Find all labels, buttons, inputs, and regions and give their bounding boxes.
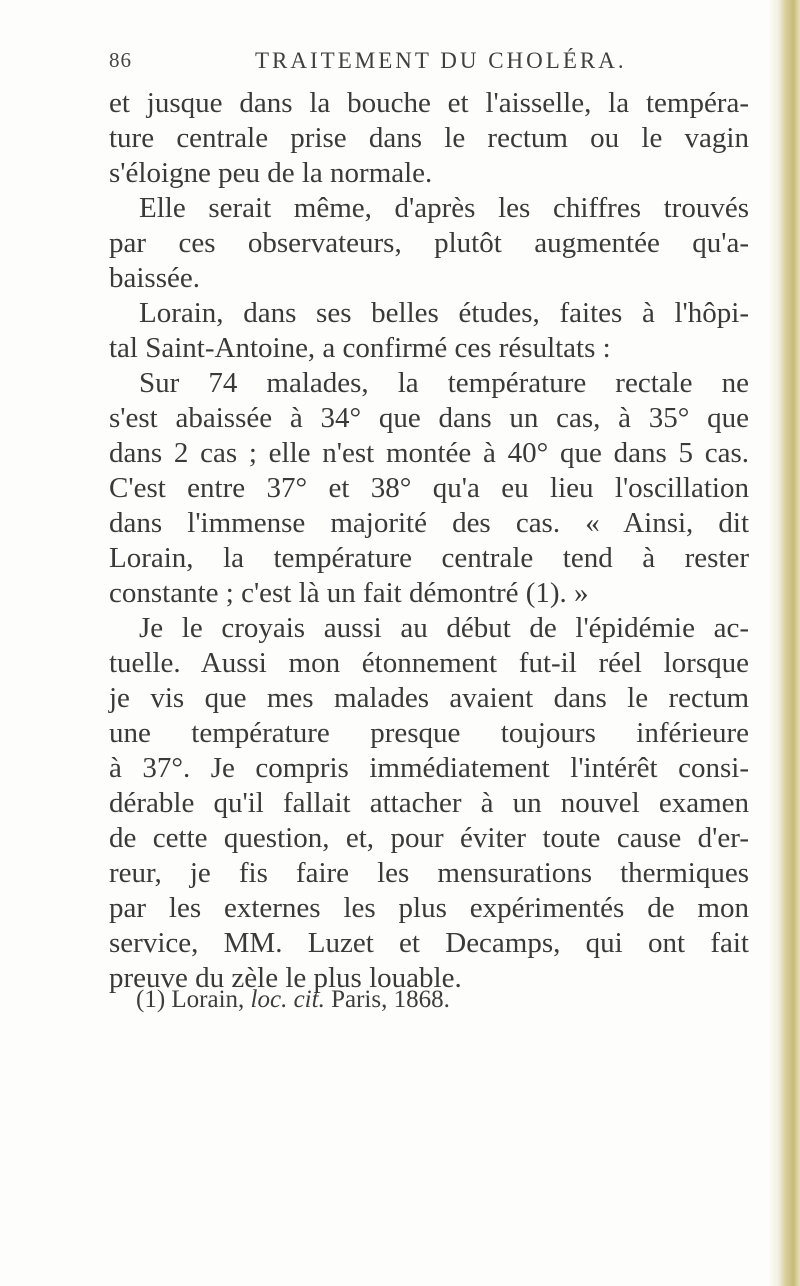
text-line: ture centrale prise dans le rectum ou le vagin: [109, 122, 749, 154]
page-header: [109, 48, 759, 84]
text-line: service, MM. Luzet et Decamps, qui ont fait: [109, 927, 749, 959]
text-line: Lorain, dans ses belles études, faites à l'hôpi-: [139, 297, 749, 329]
text-line: dans 2 cas ; elle n'est montée à 40° que dans 5 cas.: [109, 437, 749, 469]
text-line: baissée.: [109, 262, 200, 294]
text-line: une température presque toujours inférieure: [109, 717, 749, 749]
page-edge-shadow: [768, 0, 778, 1286]
text-line: s'éloigne peu de la normale.: [109, 157, 433, 189]
text-line: preuve du zèle le plus louable.: [109, 962, 462, 994]
text-line: dérable qu'il fallait attacher à un nouvel examen: [109, 787, 749, 819]
text-line: de cette question, et, pour éviter toute cause d'er-: [109, 822, 749, 854]
footnote: [136, 985, 450, 1015]
text-line: Elle serait même, d'après les chiffres trouvés: [139, 192, 749, 224]
text-line: par ces observateurs, plutôt augmentée qu'a-: [109, 227, 749, 259]
text-line: tuelle. Aussi mon étonnement fut-il réel lorsque: [109, 647, 749, 679]
text-line: s'est abaissée à 34° que dans un cas, à 35° que: [109, 402, 749, 434]
footnote-marker: (1): [136, 986, 166, 1013]
text-line: par les externes les plus expérimentés de mon: [109, 892, 749, 924]
text-line: et jusque dans la bouche et l'aisselle, la tempéra-: [109, 87, 749, 119]
text-line: tal Saint-Antoine, a confirmé ces résultats :: [109, 332, 611, 364]
text-line: reur, je fis faire les mensurations thermiques: [109, 857, 749, 889]
footnote-place-year: Paris, 1868.: [331, 986, 450, 1013]
footnote-citation: loc. cit.: [250, 986, 325, 1013]
text-line: Sur 74 malades, la température rectale ne: [139, 367, 749, 399]
text-line: constante ; c'est là un fait démontré (1). »: [109, 577, 589, 609]
footnote-author: Lorain,: [171, 986, 245, 1013]
text-line: je vis que mes malades avaient dans le rectum: [109, 682, 749, 714]
text-line: dans l'immense majorité des cas. « Ainsi, dit: [109, 507, 749, 539]
running-head: TRAITEMENT DU CHOLÉRA.: [255, 48, 627, 73]
text-line: Je le croyais aussi au début de l'épidémie ac-: [139, 612, 749, 644]
text-line: Lorain, la température centrale tend à rester: [109, 542, 749, 574]
text-line: à 37°. Je compris immédiatement l'intérêt consi-: [109, 752, 749, 784]
body-text: [109, 86, 749, 996]
page-edge: [778, 0, 800, 1286]
page-number: 86: [109, 48, 132, 72]
text-line: C'est entre 37° et 38° qu'a eu lieu l'oscillation: [109, 472, 749, 504]
